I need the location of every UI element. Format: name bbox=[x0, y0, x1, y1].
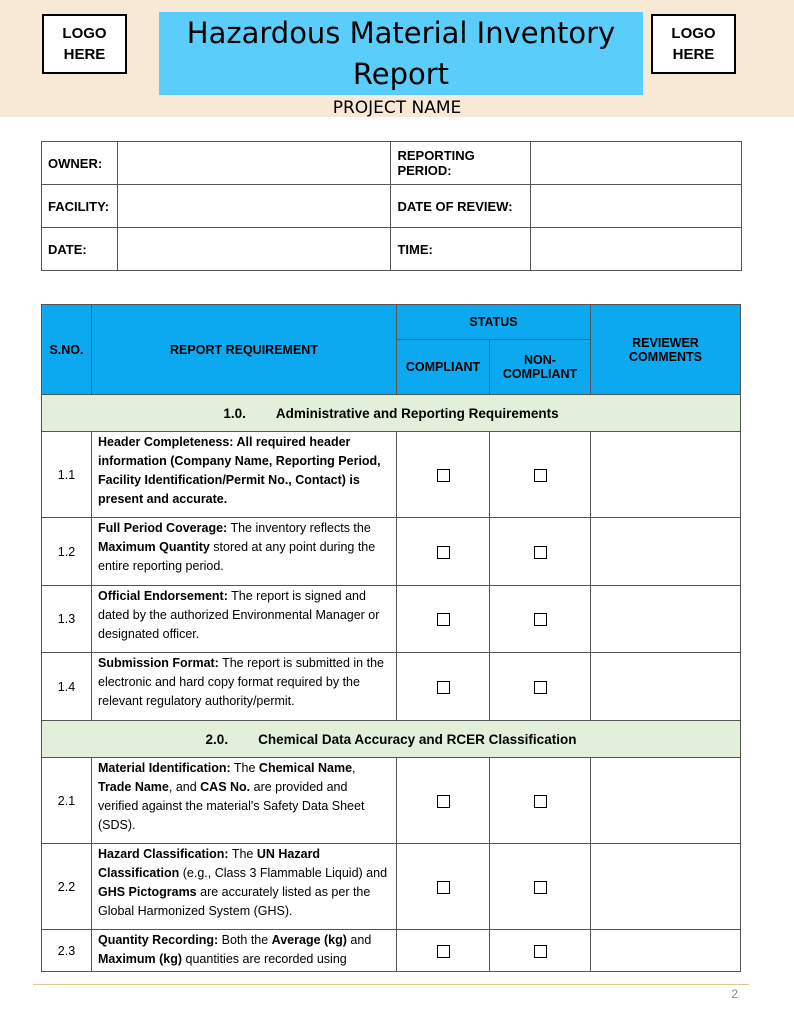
info-row bbox=[42, 228, 742, 271]
section-title-cell bbox=[42, 395, 741, 432]
item-number: 2.1 bbox=[42, 758, 92, 844]
project-name: PROJECT NAME bbox=[332, 98, 462, 118]
requirement-text bbox=[92, 758, 397, 844]
non-compliant-cell bbox=[490, 930, 591, 972]
date-of-review-field[interactable] bbox=[531, 185, 742, 228]
reviewer-comments-field[interactable] bbox=[591, 653, 741, 721]
non-compliant-header: NON-COMPLIANT bbox=[490, 340, 591, 395]
compliant-checkbox[interactable] bbox=[437, 613, 450, 626]
non-compliant-checkbox[interactable] bbox=[534, 795, 547, 808]
report-title: Hazardous Material Inventory Report bbox=[159, 12, 643, 95]
requirement-text bbox=[92, 586, 397, 653]
time-label: TIME: bbox=[391, 228, 531, 271]
non-compliant-cell bbox=[490, 586, 591, 653]
compliant-cell bbox=[397, 930, 490, 972]
reporting-period-field[interactable] bbox=[531, 142, 742, 185]
non-compliant-cell bbox=[490, 844, 591, 930]
compliant-cell bbox=[397, 432, 490, 518]
compliant-cell bbox=[397, 844, 490, 930]
requirement-text bbox=[92, 930, 397, 972]
requirement-emphasis: Chemical Name bbox=[258, 761, 353, 775]
requirement-segment: (e.g., Class 3 Flammable Liquid) and bbox=[179, 866, 388, 880]
section-number: 2.0. bbox=[205, 731, 229, 747]
non-compliant-checkbox[interactable] bbox=[534, 881, 547, 894]
non-compliant-cell bbox=[490, 653, 591, 721]
table-row bbox=[42, 586, 741, 653]
reviewer-comments-header: REVIEWER COMMENTS bbox=[591, 305, 741, 395]
facility-field[interactable] bbox=[117, 185, 390, 228]
reviewer-comments-field[interactable] bbox=[591, 930, 741, 972]
requirement-header: REPORT REQUIREMENT bbox=[92, 305, 397, 395]
item-number: 1.2 bbox=[42, 518, 92, 586]
non-compliant-cell bbox=[490, 518, 591, 586]
reporting-period-label: REPORTING PERIOD: bbox=[391, 142, 531, 185]
requirement-segment: are accurately listed as per the Global Harmonized System (GHS). bbox=[98, 885, 371, 918]
requirement-segment: quantities are recorded using bbox=[182, 952, 347, 966]
requirement-text bbox=[92, 518, 397, 586]
table-row bbox=[42, 844, 741, 930]
requirement-emphasis: Trade Name bbox=[98, 780, 169, 794]
requirement-emphasis: GHS Pictograms bbox=[98, 885, 197, 899]
table-row bbox=[42, 653, 741, 721]
date-of-review-label: DATE OF REVIEW: bbox=[391, 185, 531, 228]
facility-label: FACILITY: bbox=[42, 185, 118, 228]
requirement-segment: and bbox=[346, 933, 372, 947]
requirement-text bbox=[92, 844, 397, 930]
logo-left-placeholder: LOGO HERE bbox=[42, 14, 127, 74]
item-number: 1.4 bbox=[42, 653, 92, 721]
requirement-segment: , and bbox=[168, 780, 201, 794]
table-row bbox=[42, 930, 741, 972]
requirement-segment: The report is submitted in the electronic and hard copy format required by the relevant regulatory authority/permit. bbox=[98, 656, 384, 708]
table-row bbox=[42, 518, 741, 586]
non-compliant-checkbox[interactable] bbox=[534, 546, 547, 559]
report-info-table bbox=[41, 141, 742, 271]
item-number: 2.3 bbox=[42, 930, 92, 972]
info-row bbox=[42, 185, 742, 228]
compliant-checkbox[interactable] bbox=[437, 469, 450, 482]
compliant-cell bbox=[397, 586, 490, 653]
compliant-header: COMPLIANT bbox=[397, 340, 490, 395]
requirement-emphasis: Full Period Coverage: bbox=[98, 521, 228, 535]
section-title: Chemical Data Accuracy and RCER Classification bbox=[258, 731, 577, 747]
footer-divider bbox=[33, 984, 749, 985]
time-field[interactable] bbox=[531, 228, 742, 271]
requirement-text bbox=[92, 432, 397, 518]
requirement-text bbox=[92, 653, 397, 721]
non-compliant-cell bbox=[490, 432, 591, 518]
owner-label: OWNER: bbox=[42, 142, 118, 185]
info-row bbox=[42, 142, 742, 185]
requirement-segment: Both the bbox=[218, 933, 272, 947]
requirement-segment: The bbox=[230, 761, 259, 775]
requirement-emphasis: Official Endorsement: bbox=[98, 589, 228, 603]
non-compliant-checkbox[interactable] bbox=[534, 945, 547, 958]
item-number: 2.2 bbox=[42, 844, 92, 930]
page-number: 2 bbox=[731, 987, 738, 1001]
table-row bbox=[42, 758, 741, 844]
reviewer-comments-field[interactable] bbox=[591, 586, 741, 653]
status-header: STATUS bbox=[397, 305, 591, 340]
reviewer-comments-field[interactable] bbox=[591, 432, 741, 518]
reviewer-comments-field[interactable] bbox=[591, 758, 741, 844]
non-compliant-checkbox[interactable] bbox=[534, 681, 547, 694]
section-row bbox=[42, 395, 741, 432]
requirement-segment: stored at any point during the entire reporting period. bbox=[98, 540, 376, 573]
requirement-emphasis: Maximum (kg) bbox=[98, 952, 183, 966]
logo-right-placeholder: LOGO HERE bbox=[651, 14, 736, 74]
requirements-table bbox=[41, 304, 741, 972]
compliant-checkbox[interactable] bbox=[437, 881, 450, 894]
section-number: 1.0. bbox=[223, 405, 246, 421]
table-header-row bbox=[42, 305, 741, 340]
requirement-segment: The inventory reflects the bbox=[227, 521, 371, 535]
section-title-cell bbox=[42, 721, 741, 758]
compliant-cell bbox=[397, 653, 490, 721]
requirement-segment: The report is signed and dated by the authorized Environmental Manager or designated officer. bbox=[98, 589, 380, 641]
table-row bbox=[42, 432, 741, 518]
requirement-emphasis: Maximum Quantity bbox=[98, 540, 210, 554]
date-field[interactable] bbox=[117, 228, 390, 271]
item-number: 1.3 bbox=[42, 586, 92, 653]
compliant-cell bbox=[397, 518, 490, 586]
compliant-checkbox[interactable] bbox=[437, 795, 450, 808]
requirement-segment: The bbox=[228, 847, 257, 861]
reviewer-comments-field[interactable] bbox=[591, 518, 741, 586]
compliant-checkbox[interactable] bbox=[437, 546, 450, 559]
sno-header: S.NO. bbox=[42, 305, 92, 395]
non-compliant-checkbox[interactable] bbox=[534, 469, 547, 482]
requirement-segment: are provided and verified against the material's Safety Data Sheet (SDS). bbox=[98, 780, 365, 832]
owner-field[interactable] bbox=[117, 142, 390, 185]
requirement-emphasis: UN Hazard Classification bbox=[98, 847, 321, 880]
non-compliant-checkbox[interactable] bbox=[534, 613, 547, 626]
item-number: 1.1 bbox=[42, 432, 92, 518]
requirement-emphasis: Hazard Classification: bbox=[98, 847, 229, 861]
section-row bbox=[42, 721, 741, 758]
requirement-segment: , bbox=[352, 761, 356, 775]
requirement-emphasis: Average (kg) bbox=[271, 933, 347, 947]
requirement-emphasis: Quantity Recording: bbox=[98, 933, 219, 947]
compliant-checkbox[interactable] bbox=[437, 681, 450, 694]
requirements-body bbox=[42, 395, 741, 972]
section-title: Administrative and Reporting Requirements bbox=[275, 405, 559, 421]
non-compliant-cell bbox=[490, 758, 591, 844]
reviewer-comments-field[interactable] bbox=[591, 844, 741, 930]
requirement-emphasis: CAS No. bbox=[200, 780, 251, 794]
requirement-emphasis: Submission Format: bbox=[98, 656, 219, 670]
date-label: DATE: bbox=[42, 228, 118, 271]
compliant-cell bbox=[397, 758, 490, 844]
compliant-checkbox[interactable] bbox=[437, 945, 450, 958]
requirement-emphasis: Header Completeness: All required header information (Company Name, Reporting Period, Facility Identification/Permit No., Contact) is present and accurate. bbox=[98, 435, 381, 506]
requirement-emphasis: Material Identification: bbox=[98, 761, 231, 775]
